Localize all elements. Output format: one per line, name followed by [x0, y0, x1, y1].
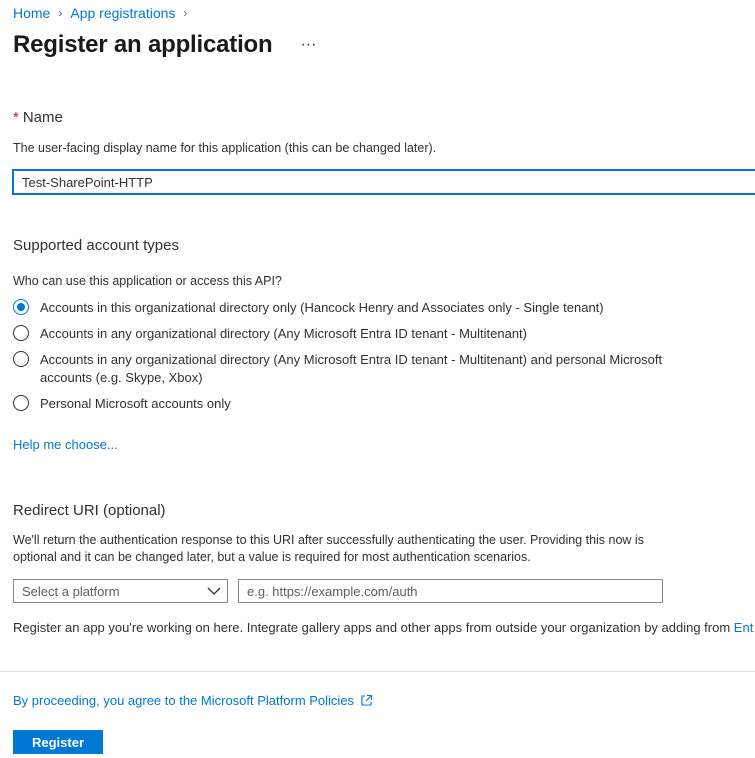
account-type-option-personal[interactable] — [13, 395, 680, 413]
name-input[interactable] — [13, 170, 755, 194]
account-type-option-multitenant[interactable] — [13, 325, 680, 343]
redirect-uri-description: We'll return the authentication response to this URI after successfully authenticating the user. Providing this now is optional and it can be changed later, but a value is required for most authentication scenarios. — [13, 533, 644, 564]
info-text — [13, 620, 753, 635]
radio-label: Personal Microsoft accounts only — [40, 396, 231, 411]
radio-selected-icon[interactable] — [13, 299, 29, 315]
breadcrumb-home[interactable]: Home — [13, 5, 51, 21]
name-section-label — [13, 109, 63, 126]
more-options-icon[interactable]: ··· — [300, 36, 317, 53]
platform-select-value: Select a platform — [22, 583, 120, 599]
page-title: Register an application — [13, 31, 273, 58]
footer-divider — [0, 671, 755, 672]
radio-unselected-icon[interactable] — [13, 395, 29, 411]
breadcrumb-chevron-icon: › — [58, 6, 63, 20]
account-type-option-single-tenant[interactable] — [13, 299, 680, 317]
account-types-label: Supported account types — [13, 237, 179, 254]
breadcrumb-app-registrations[interactable]: App registrations — [70, 5, 176, 21]
account-type-option-multitenant-personal[interactable] — [13, 351, 680, 387]
breadcrumb — [13, 5, 195, 21]
platform-select[interactable] — [13, 579, 228, 603]
name-label: Name — [22, 109, 63, 126]
help-me-choose-link[interactable]: Help me choose... — [13, 437, 118, 452]
account-types-question: Who can use this application or access this API? — [13, 274, 282, 288]
breadcrumb-chevron-icon: › — [183, 6, 188, 20]
redirect-uri-input[interactable] — [238, 579, 663, 603]
redirect-uri-label: Redirect URI (optional) — [13, 502, 166, 519]
required-marker: * — [13, 109, 19, 126]
name-description: The user-facing display name for this application (this can be changed later). — [13, 141, 437, 155]
radio-label: Accounts in this organizational directory only (Hancock Henry and Associates only - Single tenant) — [40, 300, 604, 315]
title-row — [13, 31, 320, 59]
enterprise-apps-link[interactable]: Ent — [733, 620, 754, 635]
radio-label: Accounts in any organizational directory (Any Microsoft Entra ID tenant - Multitenant) — [40, 326, 527, 341]
platform-policies-link-text: By proceeding, you agree to the Microsoft Platform Policies — [13, 693, 355, 708]
radio-label: Accounts in any organizational directory (Any Microsoft Entra ID tenant - Multitenant) and personal Microsoft accounts (e.g. Skype, Xbox) — [40, 352, 663, 385]
register-button[interactable]: Register — [13, 730, 103, 754]
platform-policies-link[interactable] — [13, 693, 373, 708]
radio-unselected-icon[interactable] — [13, 325, 29, 341]
info-text-body: Register an app you're working on here. Integrate gallery apps and other apps from outside your organization by adding from — [13, 620, 734, 635]
external-link-icon — [360, 694, 373, 707]
radio-unselected-icon[interactable] — [13, 351, 29, 367]
chevron-down-icon — [207, 587, 221, 596]
